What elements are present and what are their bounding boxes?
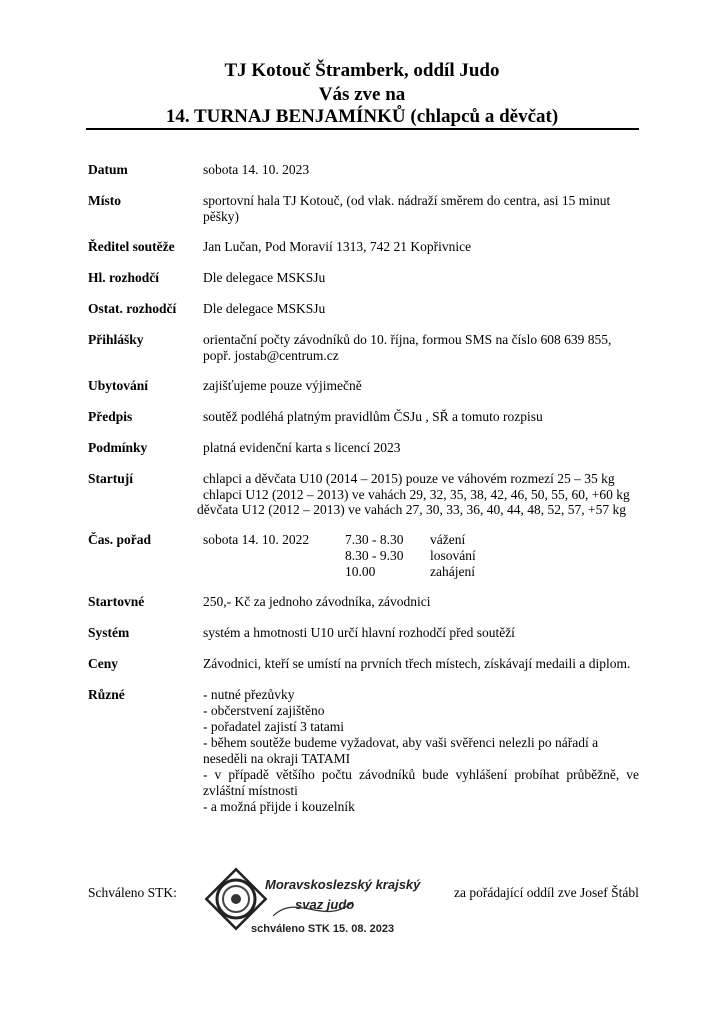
stamp-org-line-1: Moravskoslezský krajský — [265, 877, 421, 892]
label-ruzne: Různé — [88, 687, 125, 702]
startuji-line-2: chlapci U12 (2012 – 2013) ve vahách 29, 32, 35, 38, 42, 46, 50, 55, 60, +60 kg — [203, 487, 630, 502]
value-predpis: soutěž podléhá platným pravidlům ČSJu , SŘ a tomuto rozpisu — [203, 409, 543, 424]
value-misto: sportovní hala TJ Kotouč, (od vlak. nádraží směrem do centra, asi 15 minut pěšky) — [203, 193, 611, 224]
label-podminky: Podmínky — [88, 440, 148, 455]
header-club-line: TJ Kotouč Štramberk, oddíl Judo — [224, 60, 500, 81]
startuji-line-1: chlapci a děvčata U10 (2014 – 2015) pouze ve váhovém rozmezí 25 – 35 kg — [203, 471, 615, 486]
value-prihlasky — [203, 332, 611, 364]
label-hl-rozhodci: Hl. rozhodčí — [88, 270, 160, 285]
header-divider — [86, 128, 639, 130]
stamp-org-line-2: svaz judo — [295, 897, 355, 912]
value-ubytovani: zajišťujeme pouze výjimečně — [203, 378, 362, 393]
label-startovne: Startovné — [88, 594, 145, 609]
value-ceny: Závodnici, kteří se umístí na prvních třech místech, získávají medaili a diplom. — [203, 656, 631, 671]
ruzne-item: - v případě většího počtu závodníků bude vyhlášení probíhat průběžně, ve zvláštní místnosti — [203, 767, 639, 798]
ruzne-item: - a možná přijde i kouzelník — [203, 799, 355, 814]
label-predpis: Předpis — [88, 409, 133, 424]
schedule-time-3: 10.00 — [345, 564, 376, 579]
schedule-event-3: zahájení — [430, 564, 475, 579]
schedule-time-2: 8.30 - 9.30 — [345, 548, 404, 563]
judo-emblem-icon — [206, 869, 265, 928]
stamp-approved-date: schváleno STK 15. 08. 2023 — [251, 923, 395, 935]
approval-stamp — [203, 872, 421, 942]
label-cas-porad: Čas. pořad — [88, 532, 152, 547]
startuji-line-3: děvčata U12 (2012 – 2013) ve vahách 27, 30, 33, 36, 40, 44, 48, 52, 57, +57 kg — [197, 502, 627, 517]
prihlasky-line-1: orientační počty závodníků do 10. října, formou SMS na číslo 608 639 855, — [203, 332, 612, 347]
ruzne-item: - pořadatel zajistí 3 tatami — [203, 719, 344, 734]
cas-porad-date: sobota 14. 10. 2022 — [203, 532, 310, 547]
value-system: systém a hmotnosti U10 určí hlavní rozhodčí před soutěží — [203, 625, 515, 640]
ruzne-item: - během soutěže budeme vyžadovat, aby vaši svěřenci nelezli po nářadí a neseděli na okraji TATAMI — [203, 735, 599, 766]
schedule-event-1: vážení — [430, 532, 466, 547]
value-ostat-rozhodci: Dle delegace MSKSJu — [203, 301, 326, 316]
label-datum: Datum — [88, 162, 128, 177]
schedule-event-2: losování — [430, 548, 476, 563]
header-event-title: 14. TURNAJ BENJAMÍNKŮ (chlapců a děvčat) — [165, 106, 559, 127]
ruzne-list — [203, 687, 639, 815]
value-podminky: platná evidenční karta s licencí 2023 — [203, 440, 401, 455]
label-ubytovani: Ubytování — [88, 378, 149, 393]
value-startovne: 250,- Kč za jednoho závodníka, závodnici — [203, 594, 431, 609]
value-datum: sobota 14. 10. 2023 — [203, 162, 310, 177]
label-system: Systém — [88, 625, 130, 640]
schedule-time-1: 7.30 - 8.30 — [345, 532, 404, 547]
label-prihlasky: Přihlášky — [88, 332, 144, 347]
label-reditel: Ředitel soutěže — [88, 239, 175, 254]
value-reditel: Jan Lučan, Pod Moravií 1313, 742 21 Kopřivnice — [203, 239, 472, 254]
ruzne-item: - občerstvení zajištěno — [203, 703, 325, 718]
value-hl-rozhodci: Dle delegace MSKSJu — [203, 270, 326, 285]
invite-signature: za pořádající oddíl zve Josef Štábl — [454, 885, 639, 900]
label-startuji: Startují — [88, 471, 133, 486]
label-misto: Místo — [88, 193, 121, 208]
label-ceny: Ceny — [88, 656, 118, 671]
header-invite-line: Vás zve na — [318, 84, 406, 105]
ruzne-item: - nutné přezůvky — [203, 687, 295, 702]
label-ostat-rozhodci: Ostat. rozhodčí — [88, 301, 177, 316]
approved-label: Schváleno STK: — [88, 885, 177, 900]
prihlasky-line-2: popř. jostab@centrum.cz — [203, 348, 339, 363]
